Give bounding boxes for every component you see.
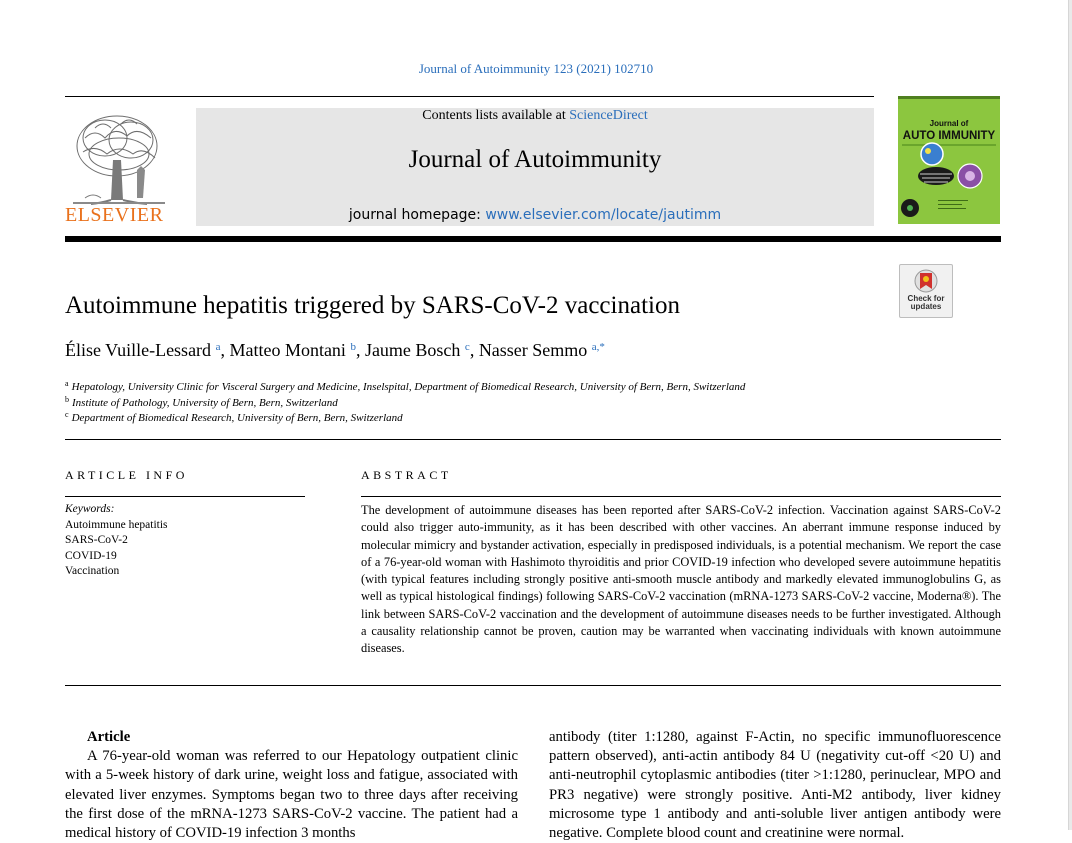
journal-cover[interactable] — [898, 96, 1000, 224]
author-affiliation-mark[interactable]: b — [350, 341, 356, 353]
header-thick-rule — [65, 236, 1001, 242]
author-separator: , — [220, 340, 230, 360]
homepage-prefix: journal homepage: — [348, 207, 486, 223]
crossmark-icon — [914, 269, 938, 295]
contents-availability — [196, 108, 874, 124]
keyword[interactable]: Autoimmune hepatitis — [65, 518, 168, 531]
author-affiliation-mark[interactable]: c — [464, 341, 470, 353]
article-info-rule — [65, 496, 305, 497]
author-list — [65, 340, 605, 361]
affiliation-text: Institute of Pathology, University of Bern, Bern, Switzerland — [72, 397, 338, 409]
article-info-heading: ARTICLE INFO — [65, 468, 188, 482]
abstract-bottom-rule — [65, 685, 1001, 686]
cover-title-line2: AUTO IMMUNITY — [902, 130, 996, 142]
cover-artwork — [898, 96, 1000, 224]
affiliation-b — [65, 395, 338, 409]
journal-name: Journal of Autoimmunity — [408, 146, 662, 173]
crossmark-line1: Check for — [907, 294, 945, 303]
article-title: Autoimmune hepatitis triggered by SARS-CoV-2 vaccination — [65, 292, 680, 319]
crossmark-label — [900, 295, 952, 311]
author-name[interactable]: Élise Vuille-Lessard — [65, 340, 212, 360]
keyword[interactable]: COVID-19 — [65, 549, 117, 562]
abstract-text: The development of autoimmune diseases has been reported after SARS-CoV-2 infection. Vaccination against SARS-CoV-2 could also trigger auto-immunity, as it has been described with other vaccines. An aberrant immune response induced by molecular mimicry and bystander activation, especially in predisposed individuals, is a potential mechanism. We report the case of a 76-year-old woman with Hashimoto thyroiditis and prior COVID-19 infection who developed severe autoimmune hepatitis (with typical features including strongly positive anti-smooth muscle antibody and markedly elevated immunoglobulins G, as well as typical histological findings) following SARS-CoV-2 vaccination (mRNA-1273 SARS-CoV-2 vaccine, Moderna®). The link between SARS-CoV-2 vaccination and the development of autoimmune diseases needs to be further investigated. Although a causality relationship cannot be proven, caution may be warranted when vaccinating individuals with known autoimmune diseases. — [361, 503, 1001, 656]
cover-title-line1: Journal of — [929, 119, 969, 128]
crossmark-line2: updates — [910, 302, 942, 311]
abstract-rule — [361, 496, 1001, 497]
homepage-link[interactable]: www.elsevier.com/locate/jautimm — [485, 207, 722, 223]
body-paragraph-continued: antibody (titer 1:1280, against F-Actin, no specific immunofluorescence pattern observed), anti-actin antibody 84 U (negativity cut-off <20 U) and anti-neutrophil cytoplasmic antibodies (titer >1:1280, perinuclear, MPO and PR3 negative) were strongly positive. Anti-M2 antibody, liver kidney microsome type 1 antibody and anti-soluble liver antigen antibody were negative. Complete blood count and creatinine were normal. — [549, 729, 1001, 842]
affiliation-c — [65, 410, 403, 424]
author-name[interactable]: Nasser Semmo — [478, 340, 588, 360]
keywords-block — [65, 502, 305, 580]
abstract-heading: ABSTRACT — [361, 468, 452, 482]
affiliation-text: Hepatology, University Clinic for Visceral Surgery and Medicine, Inselspital, Department of Biomedical Research, University of Bern, Bern, Switzerland — [71, 381, 746, 393]
author-affiliation-mark[interactable]: a,* — [591, 341, 605, 353]
affiliation-mark: a — [65, 379, 69, 388]
journal-homepage — [196, 207, 874, 223]
author-separator: , — [355, 340, 365, 360]
keywords-label: Keywords: — [65, 503, 115, 515]
section-heading: Article — [87, 729, 131, 745]
body-right-column — [549, 728, 1001, 843]
affiliation-mark: b — [65, 395, 69, 404]
affiliation-text: Department of Biomedical Research, University of Bern, Bern, Switzerland — [71, 412, 403, 424]
author-separator: , — [469, 340, 479, 360]
author-affiliation-mark[interactable]: a — [215, 341, 221, 353]
body-paragraph: A 76-year-old woman was referred to our Hepatology outpatient clinic with a 5-week history of dark urine, weight loss and fatigue, associated with elevated liver enzymes. Symptoms began two to three days after receiving the first dose of the mRNA-1273 SARS-CoV-2 vaccine. The patient had a medical history of COVID-19 infection 3 months — [65, 748, 518, 842]
sciencedirect-link[interactable]: ScienceDirect — [569, 108, 648, 123]
scrollbar-track[interactable] — [1068, 0, 1072, 830]
contents-prefix: Contents lists available at — [422, 108, 570, 123]
header-top-rule — [65, 96, 874, 97]
keyword[interactable]: Vaccination — [65, 565, 120, 577]
affiliation-mark: c — [65, 410, 69, 419]
author-name[interactable]: Matteo Montani — [229, 340, 346, 360]
body-left-column — [65, 728, 518, 843]
journal-citation[interactable]: Journal of Autoimmunity 123 (2021) 102710 — [418, 61, 654, 76]
elsevier-wordmark[interactable]: ELSEVIER — [65, 204, 164, 226]
keyword[interactable]: SARS-CoV-2 — [65, 534, 128, 546]
check-for-updates-badge[interactable] — [899, 264, 953, 318]
author-name[interactable]: Jaume Bosch — [364, 340, 461, 360]
affiliation-a — [65, 379, 745, 393]
affiliations-rule — [65, 439, 1001, 440]
